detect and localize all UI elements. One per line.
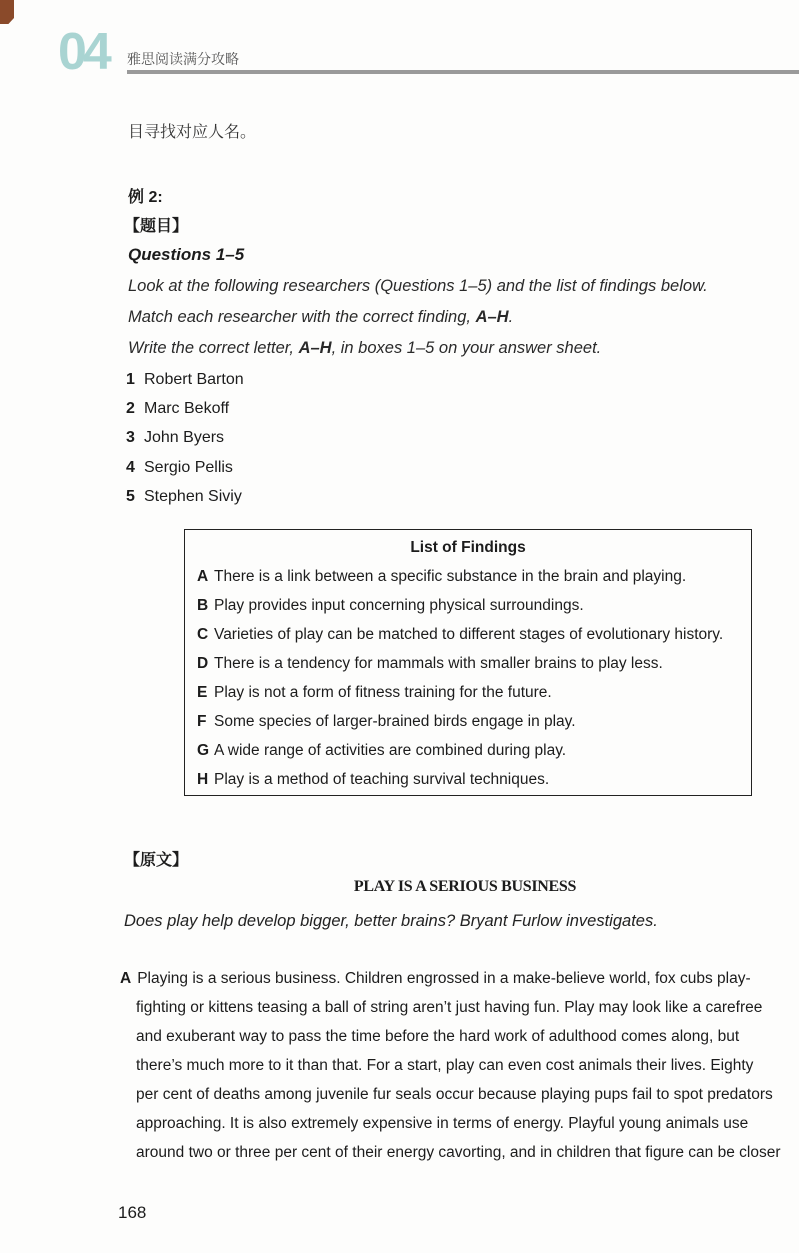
finding-item [197, 712, 576, 732]
researcher-number: 2 [126, 400, 135, 418]
instruction-line: Look at the following researchers (Questions 1–5) and the list of findings below. [128, 277, 708, 295]
finding-letter: A [197, 568, 209, 585]
finding-text: Varieties of play can be matched to different stages of evolutionary history. [214, 626, 724, 643]
question-section-label: 【题目】 [124, 218, 189, 235]
finding-text: A wide range of activities are combined during play. [214, 742, 567, 759]
header-divider [127, 70, 799, 74]
paragraph-line: per cent of deaths among juvenile fur seals occur because playing pups fail to spot predators [136, 1086, 773, 1103]
paragraph-line: approaching. It is also extremely expensive in terms of energy. Playful young animals use [136, 1115, 749, 1132]
paragraph-line: there’s much more to it than that. For a start, play can even cost animals their lives. Eighty [136, 1057, 754, 1074]
finding-letter: C [197, 626, 209, 643]
finding-text: There is a tendency for mammals with smaller brains to play less. [214, 655, 663, 672]
researcher-number: 5 [126, 487, 135, 505]
researcher-item [126, 398, 244, 427]
researcher-name: Sergio Pellis [144, 458, 233, 476]
paragraph-line: and exuberant way to pass the time before the hard work of adulthood comes along, but [136, 1028, 740, 1045]
page-corner-tab [0, 0, 14, 24]
findings-title: List of Findings [410, 539, 526, 556]
intro-text: 目寻找对应人名。 [128, 124, 257, 141]
researcher-item [126, 457, 244, 486]
paragraph-text: Playing is a serious business. Children engrossed in a make-believe world, fox cubs play- [137, 970, 751, 987]
finding-letter: E [197, 684, 208, 701]
researcher-name: Robert Barton [144, 371, 244, 388]
findings-box [184, 529, 752, 796]
instruction-line: Write the correct letter, A–H, in boxes 1–5 on your answer sheet. [128, 339, 602, 357]
finding-letter: H [197, 771, 209, 788]
paragraph-line [120, 969, 751, 989]
researcher-list [126, 369, 244, 515]
finding-item [197, 654, 663, 674]
passage-title: PLAY IS A SERIOUS BUSINESS [353, 878, 577, 895]
instruction-line: Match each researcher with the correct finding, A–H. [128, 308, 514, 326]
finding-item [197, 741, 566, 761]
researcher-item [126, 427, 244, 456]
finding-text: Some species of larger-brained birds engage in play. [214, 713, 576, 730]
finding-item [197, 770, 549, 790]
researcher-number: 3 [126, 429, 135, 447]
finding-letter: B [197, 597, 209, 614]
passage-subtitle: Does play help develop bigger, better brains? Bryant Furlow investigates. [124, 912, 658, 930]
paragraph-letter: A [120, 970, 132, 987]
page-number: 168 [118, 1203, 147, 1222]
finding-text: There is a link between a specific substance in the brain and playing. [214, 568, 687, 585]
chapter-number: 04 [58, 23, 108, 81]
finding-item [197, 567, 686, 587]
finding-item [197, 596, 584, 616]
finding-text: Play provides input concerning physical surroundings. [214, 597, 584, 614]
finding-item [197, 625, 723, 645]
finding-letter: G [197, 742, 210, 759]
finding-letter: D [197, 655, 209, 672]
finding-text: Play is not a form of fitness training for the future. [214, 684, 552, 701]
researcher-name: John Byers [144, 429, 225, 447]
example-label: 例 2: [128, 189, 163, 206]
paragraph-line: around two or three per cent of their energy cavorting, and in children that figure can be closer [136, 1144, 781, 1161]
researcher-number: 4 [126, 458, 135, 476]
finding-letter: F [197, 713, 207, 730]
finding-text: Play is a method of teaching survival techniques. [214, 771, 550, 788]
researcher-item [126, 486, 244, 515]
book-title: 雅思阅读满分攻略 [127, 51, 239, 67]
source-section-label: 【原文】 [124, 852, 189, 869]
researcher-number: 1 [126, 371, 135, 388]
finding-item [197, 683, 552, 703]
paragraph-line: fighting or kittens teasing a ball of string aren’t just having fun. Play may look like a carefree [136, 999, 763, 1016]
researcher-name: Stephen Siviy [144, 487, 242, 505]
researcher-item [126, 369, 244, 398]
questions-heading: Questions 1–5 [128, 245, 245, 264]
researcher-name: Marc Bekoff [144, 400, 230, 418]
